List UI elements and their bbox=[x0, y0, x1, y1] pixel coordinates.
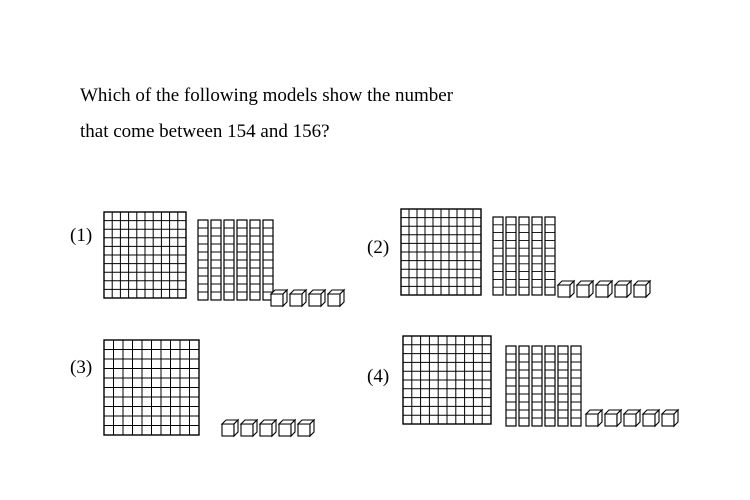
ten-rod bbox=[224, 220, 234, 300]
unit-cube bbox=[328, 290, 344, 306]
ten-rod bbox=[250, 220, 260, 300]
option-1-model bbox=[104, 212, 344, 306]
unit-cube bbox=[596, 281, 612, 297]
unit-cube bbox=[624, 410, 640, 426]
unit-cube bbox=[662, 410, 678, 426]
option-3-label[interactable]: (3) bbox=[70, 357, 93, 378]
ten-rod bbox=[558, 346, 568, 426]
unit-cube bbox=[605, 410, 621, 426]
unit-cube bbox=[634, 281, 650, 297]
question-line-1: Which of the following models show the number bbox=[80, 85, 454, 106]
ten-rod bbox=[506, 346, 516, 426]
ten-rod bbox=[506, 217, 516, 295]
hundred-flat bbox=[104, 212, 186, 298]
option-1-label[interactable]: (1) bbox=[70, 225, 93, 246]
unit-cube bbox=[298, 420, 314, 436]
option-2-label[interactable]: (2) bbox=[367, 237, 390, 258]
ten-rod bbox=[519, 346, 529, 426]
ten-rod bbox=[263, 220, 273, 300]
unit-cube bbox=[279, 420, 295, 436]
ten-rod bbox=[198, 220, 208, 300]
ten-rod bbox=[519, 217, 529, 295]
ten-rod bbox=[532, 217, 542, 295]
hundred-flat bbox=[403, 336, 491, 424]
unit-cube bbox=[586, 410, 602, 426]
ten-rod bbox=[545, 217, 555, 295]
hundred-flat bbox=[104, 340, 199, 435]
ten-rod bbox=[532, 346, 542, 426]
ten-rod bbox=[571, 346, 581, 426]
ten-rod bbox=[545, 346, 555, 426]
option-3-model bbox=[104, 340, 314, 436]
unit-cube bbox=[222, 420, 238, 436]
option-4-label[interactable]: (4) bbox=[367, 366, 390, 387]
unit-cube bbox=[271, 290, 287, 306]
unit-cube bbox=[260, 420, 276, 436]
unit-cube bbox=[241, 420, 257, 436]
unit-cube bbox=[615, 281, 631, 297]
unit-cube bbox=[643, 410, 659, 426]
unit-cube bbox=[558, 281, 574, 297]
unit-cube bbox=[290, 290, 306, 306]
question-line-2: that come between 154 and 156? bbox=[80, 121, 330, 142]
option-4-model bbox=[403, 336, 678, 426]
option-2-model bbox=[401, 209, 650, 297]
ten-rod bbox=[493, 217, 503, 295]
unit-cube bbox=[309, 290, 325, 306]
ten-rod bbox=[237, 220, 247, 300]
ten-rod bbox=[211, 220, 221, 300]
unit-cube bbox=[577, 281, 593, 297]
hundred-flat bbox=[401, 209, 481, 295]
